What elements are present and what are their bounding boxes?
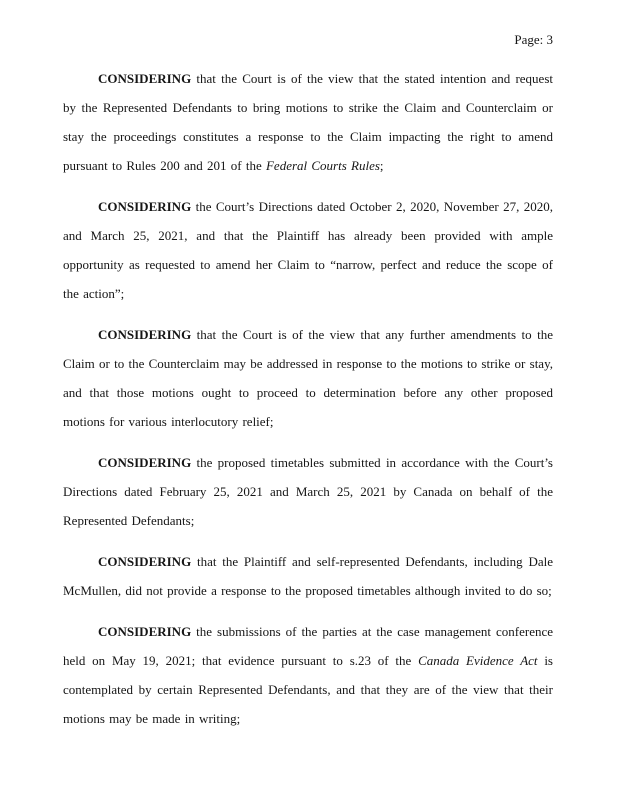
considering-paragraph-6 [63,617,553,733]
text-run-italic: Canada Evidence Act [418,653,538,668]
document-body [63,64,553,733]
considering-paragraph-5 [63,547,553,605]
text-run-normal: the proposed timetables submitted in accordance with the Court’s Directions dated February 25, 2021 and March 25, 2021 by Canada on behalf of the Represented Defendants; [63,455,553,528]
text-run-bold: CONSIDERING [98,624,192,639]
text-run-italic: Federal Courts Rules [265,158,380,173]
considering-paragraph-4 [63,448,553,535]
text-run-bold: CONSIDERING [98,199,192,214]
page-number: Page: 3 [514,32,553,47]
text-run-normal: is contemplated by certain Represented Defendants, and that they are of the view that their motions may be made in writing; [63,653,553,726]
text-run-normal: the Court’s Directions dated October 2, 2020, November 27, 2020, and March 25, 2021, and that the Plaintiff has already been provided with ample opportunity as requested to amend her Claim to “narrow, perfect and reduce the scope of the action”; [63,199,553,301]
text-run-normal: that the Plaintiff and self-represented Defendants, including Dale McMullen, did not provide a response to the proposed timetables although invited to do so; [63,554,553,598]
considering-paragraph-1 [63,64,553,180]
text-run-bold: CONSIDERING [98,71,192,86]
text-run-normal: that the Court is of the view that the stated intention and request by the Represented Defendants to bring motions to strike the Claim and Counterclaim or stay the proceedings constitutes a response to the Claim impacting the right to amend pursuant to Rules 200 and 201 of the [63,71,553,173]
considering-paragraph-3 [63,320,553,436]
text-run-normal: that the Court is of the view that any further amendments to the Claim or to the Counterclaim may be addressed in response to the motions to strike or stay, and that those motions ought to proceed to determination before any other proposed motions for various interlocutory relief; [63,327,553,429]
text-run-normal: the submissions of the parties at the case management conference held on May 19, 2021; that evidence pursuant to s.23 of the [63,624,553,668]
considering-paragraph-2 [63,192,553,308]
text-run-bold: CONSIDERING [98,554,192,569]
text-run-normal: ; [379,158,384,173]
text-run-bold: CONSIDERING [98,327,192,342]
text-run-bold: CONSIDERING [98,455,192,470]
